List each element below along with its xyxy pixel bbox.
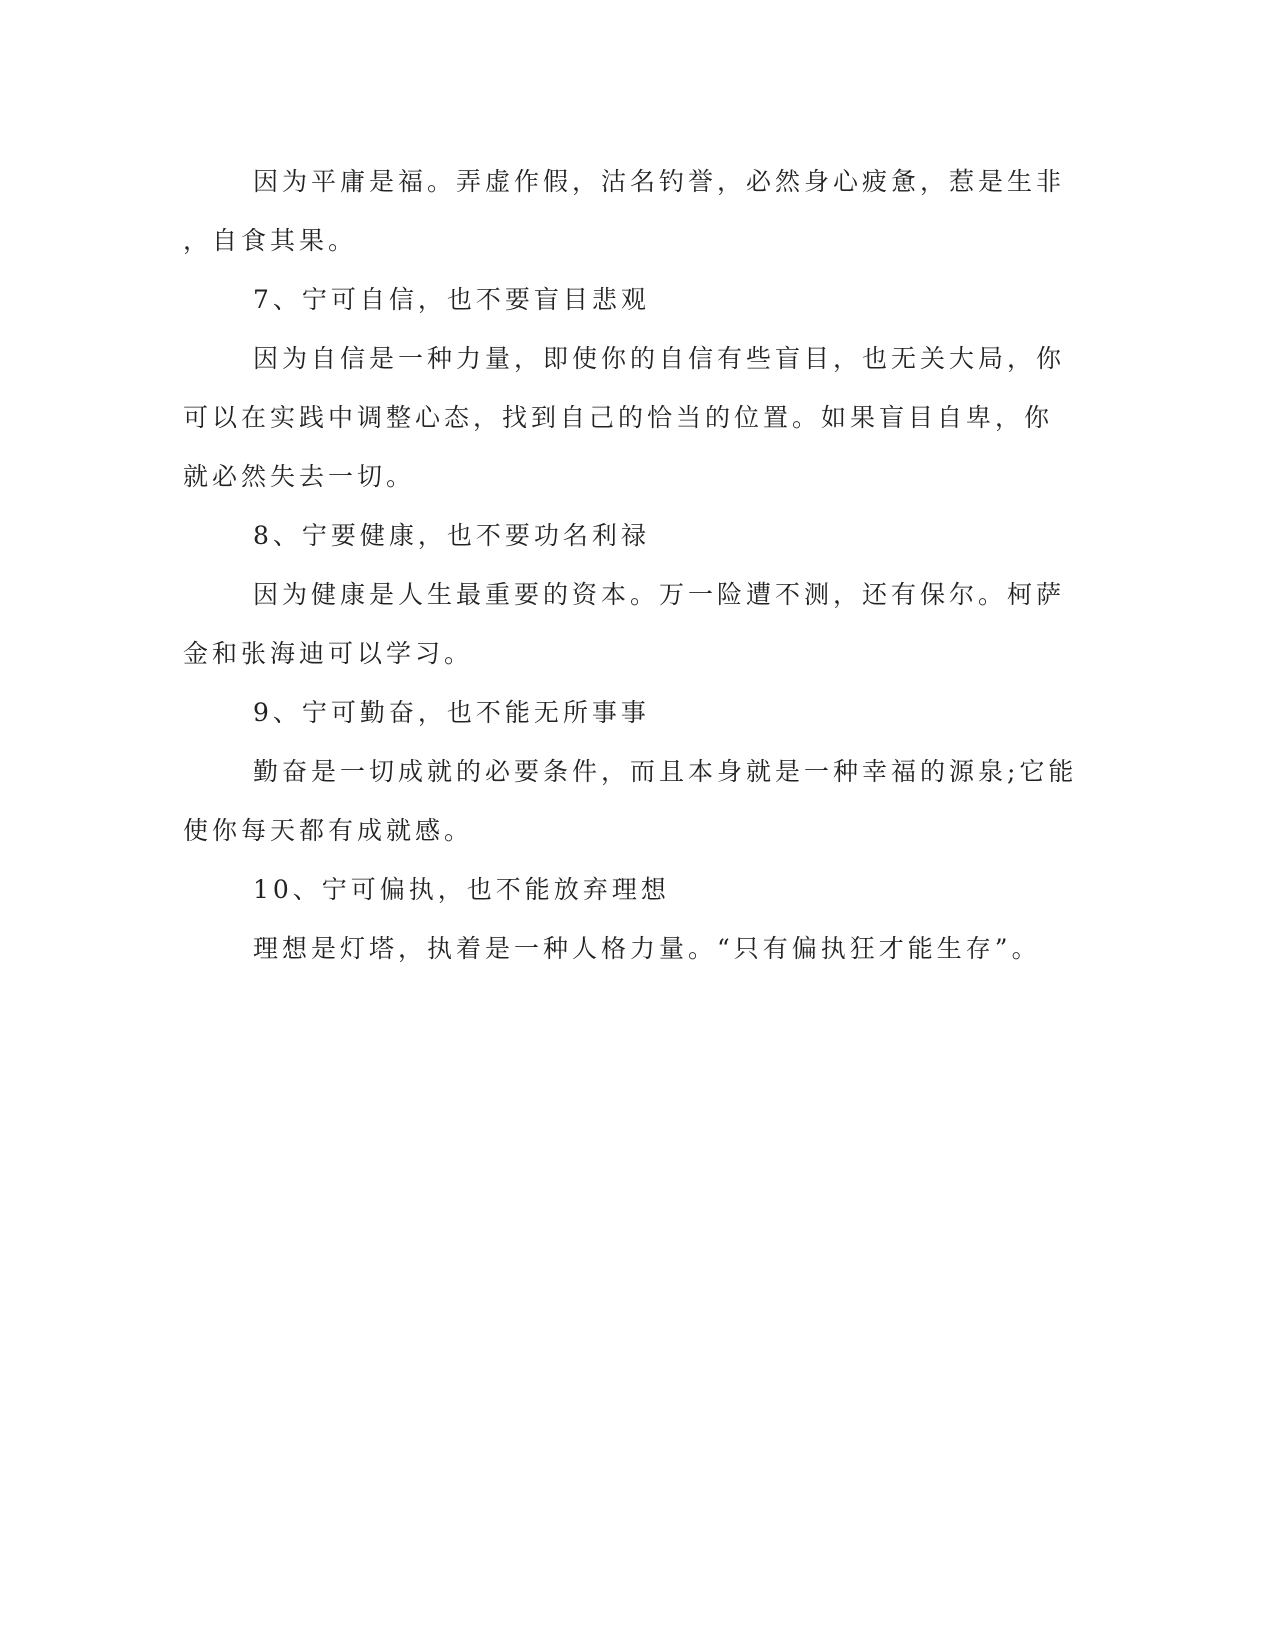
section-heading: 10、宁可偏执，也不能放弃理想 [253, 875, 670, 904]
paragraph-line: 可以在实践中调整心态，找到自己的恰当的位置。如果盲目自卑，你 [183, 403, 1054, 432]
paragraph-line: ，自食其果。 [183, 226, 358, 255]
section-heading: 7、宁可自信，也不要盲目悲观 [253, 285, 650, 314]
paragraph-line: 因为自信是一种力量，即使你的自信有些盲目，也无关大局，你 [253, 344, 1066, 373]
paragraph-line: 因为平庸是福。弄虚作假，沽名钓誉，必然身心疲惫，惹是生非 [253, 167, 1066, 196]
document-body [183, 162, 1078, 988]
paragraph-line: 就必然失去一切。 [183, 462, 416, 491]
section-heading: 8、宁要健康，也不要功名利禄 [253, 521, 650, 550]
paragraph-line: 因为健康是人生最重要的资本。万一险遭不测，还有保尔。柯萨 [253, 580, 1066, 609]
section-heading: 9、宁可勤奋，也不能无所事事 [253, 698, 650, 727]
paragraph-line: 使你每天都有成就感。 [183, 816, 474, 845]
paragraph-line: 金和张海迪可以学习。 [183, 639, 474, 668]
paragraph-line: 勤奋是一切成就的必要条件，而且本身就是一种幸福的源泉;它能 [253, 757, 1078, 786]
paragraph-line: 理想是灯塔，执着是一种人格力量。“只有偏执狂才能生存”。 [253, 934, 1041, 963]
